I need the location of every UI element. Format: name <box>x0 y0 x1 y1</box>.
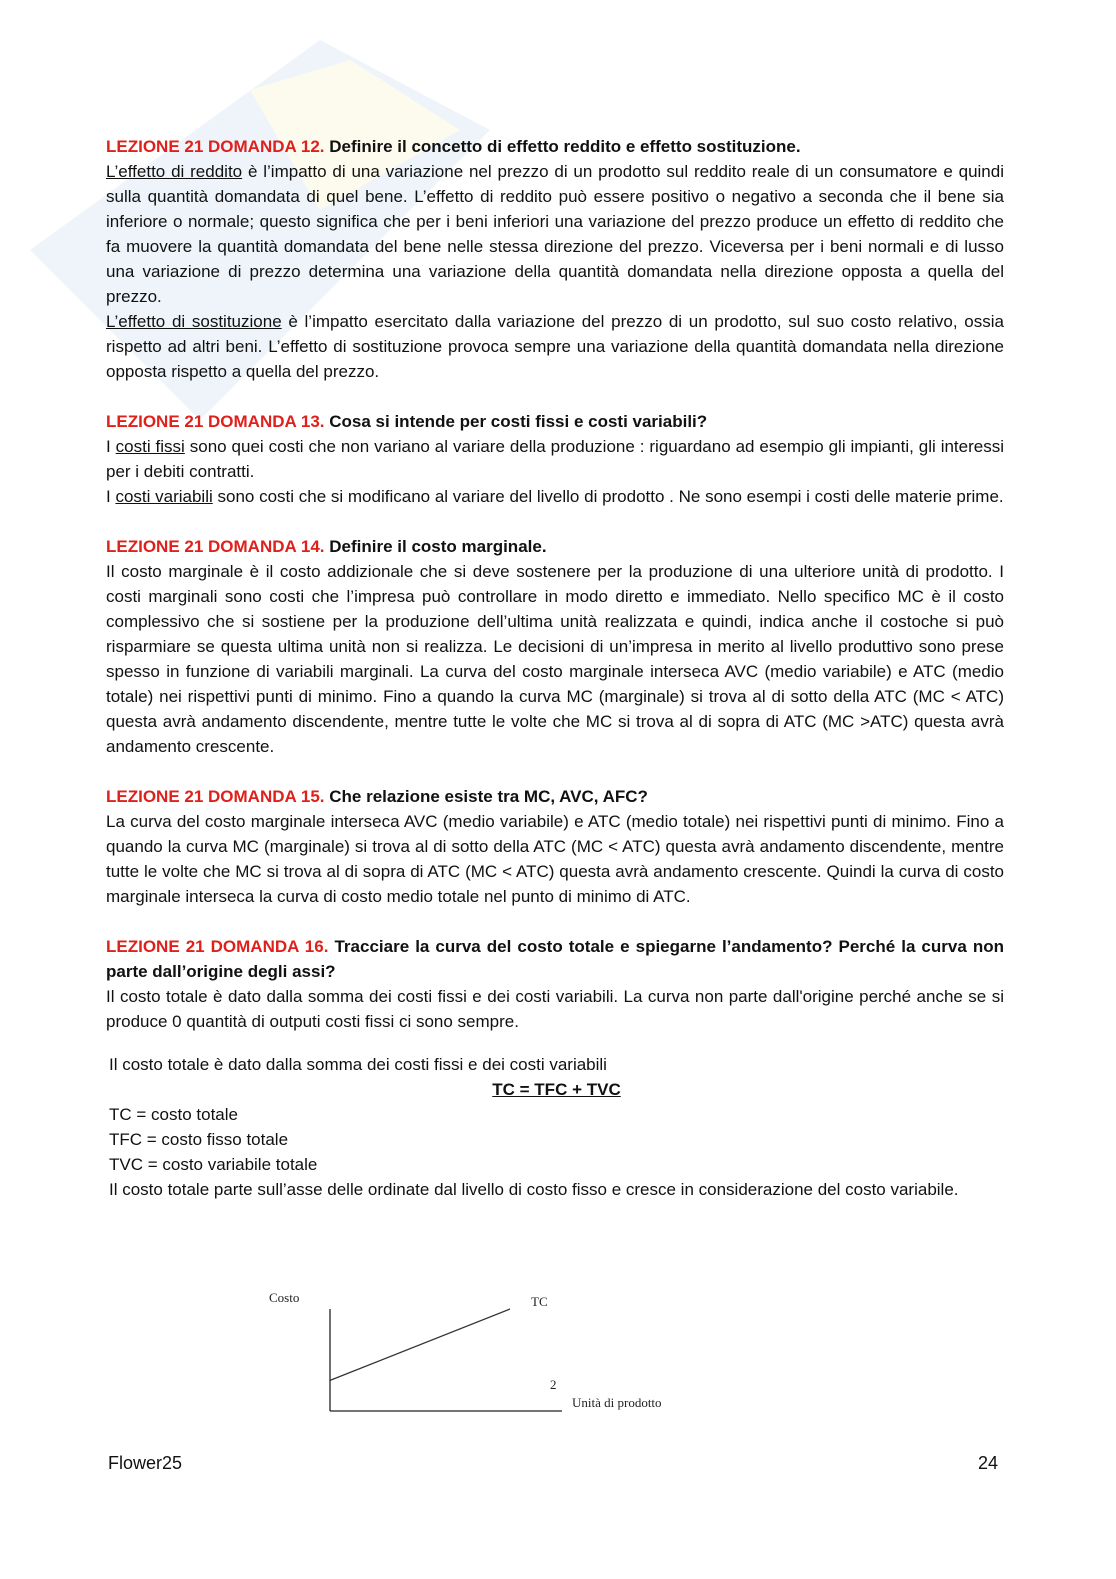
term: costi variabili <box>115 487 213 506</box>
answer-paragraph: La curva del costo marginale interseca AVC (medio variabile) e ATC (medio totale) nei rispettivi punti di minimo. Fino a quando la curva MC (marginale) si trova al di sotto della ATC (MC < ATC) questa avrà andamento discendente, mentre tutte le volte che MC si trova al di sopra di ATC (MC < ATC) questa avrà andamento crescente. Quindi la curva di costo marginale interseca la curva di costo medio totale nel punto di minimo di ATC. <box>106 812 1004 906</box>
question-heading <box>106 134 1004 159</box>
answer-text: sono costi che si modificano al variare del livello di prodotto . Ne sono esempi i costi delle materie prime. <box>212 487 1004 506</box>
question-text: Che relazione esiste tra MC, AVC, AFC? <box>329 787 648 806</box>
question-label: LEZIONE 21 DOMANDA 16. <box>106 937 329 956</box>
answer-paragraph <box>106 309 1004 384</box>
question-15 <box>106 784 1004 909</box>
formula: TC = TFC + TVC <box>492 1080 621 1099</box>
page-number: 24 <box>978 1453 999 1473</box>
answer-paragraph <box>106 159 1004 309</box>
formula-block <box>109 1052 1004 1202</box>
answer-text: è l’impatto di una variazione nel prezzo di un prodotto sul reddito reale di un consumatore e quindi sulla quantità domandata di quel bene. L’effetto di reddito può essere positivo o negativo a seconda che il bene sia inferiore o normale; questo significa che per i beni inferiori una variazione del prezzo produce un effetto di reddito che fa muovere la quantità domandata del bene nelle stessa direzione del prezzo. Viceversa per i beni normali e di lusso una variazione di prezzo determina una variazione della quantità domandata nella direzione opposta a quella del prezzo. <box>106 162 1004 306</box>
question-heading <box>106 784 1004 809</box>
y-axis-label: Costo <box>269 1290 300 1305</box>
question-12 <box>106 134 1004 384</box>
definition: TFC = costo fisso totale <box>109 1130 289 1149</box>
answer-paragraph <box>106 434 1004 484</box>
answer-text: è l’impatto esercitato dalla variazione del prezzo di un prodotto, sul suo costo relativo, ossia rispetto ad altri beni. L’effetto di sostituzione provoca sempre una variazione della quantità domandata nella direzione opposta rispetto a quella del prezzo. <box>106 312 1004 381</box>
definition: TVC = costo variabile totale <box>109 1155 318 1174</box>
annotation-label: 2 <box>550 1377 557 1392</box>
answer-text: sono quei costi che non variano al variare della produzione : riguardano ad esempio gli impianti, gli interessi per i debiti contratti. <box>106 437 1004 481</box>
total-cost-chart <box>250 1285 720 1425</box>
question-text: Tracciare la curva del costo totale e spiegarne l’andamento? Perché la curva non parte dall’origine degli assi? <box>106 937 1004 981</box>
document-body <box>106 134 1004 1202</box>
question-label: LEZIONE 21 DOMANDA 15. <box>106 787 325 806</box>
answer-text: I <box>106 487 116 506</box>
tc-series-label: TC <box>531 1294 548 1309</box>
answer-paragraph: Il costo totale è dato dalla somma dei costi fissi e dei costi variabili. La curva non parte dall'origine perché anche se si produce 0 quantità di outputi costi fissi ci sono sempre. <box>106 987 1004 1031</box>
definition: TC = costo totale <box>109 1105 238 1124</box>
footer-author: Flower25 <box>108 1453 183 1473</box>
question-heading <box>106 534 1004 559</box>
question-label: LEZIONE 21 DOMANDA 14. <box>106 537 325 556</box>
formula-intro: Il costo totale è dato dalla somma dei costi fissi e dei costi variabili <box>109 1055 607 1074</box>
answer-paragraph <box>106 484 1004 509</box>
x-axis-label: Unità di prodotto <box>572 1395 662 1410</box>
term: L’effetto di sostituzione <box>106 312 282 331</box>
answer-paragraph: Il costo marginale è il costo addizionale che si deve sostenere per la produzione di una ulteriore unità di prodotto. I costi marginali sono costi che l’impresa può controllare in modo diretto e immediato. Nello specifico MC è il costo complessivo che si sostiene per la produzione dell’ultima unità realizzata e quindi, indica anche il costoche si può risparmiare se questa ultima unità non si realizza. Le decisioni di un’impresa in merito al livello produttivo sono prese spesso in funzione di variabili marginali. La curva del costo marginale interseca AVC (medio variabile) e ATC (medio totale) nei rispettivi punti di minimo. Fino a quando la curva MC (marginale) si trova al di sotto della ATC (MC < ATC) questa avrà andamento discendente, mentre tutte le volte che MC si trova al di sopra di ATC (MC >ATC) questa avrà andamento crescente. <box>106 562 1004 756</box>
formula-conclusion: Il costo totale parte sull’asse delle ordinate dal livello di costo fisso e cresce in considerazione del costo variabile. <box>109 1180 959 1199</box>
question-13 <box>106 409 1004 509</box>
question-text: Cosa si intende per costi fissi e costi variabili? <box>329 412 708 431</box>
question-text: Definire il costo marginale. <box>329 537 547 556</box>
question-label: LEZIONE 21 DOMANDA 12. <box>106 137 325 156</box>
question-text: Definire il concetto di effetto reddito e effetto sostituzione. <box>329 137 801 156</box>
term: costi fissi <box>115 437 185 456</box>
question-heading <box>106 409 1004 434</box>
tc-series-line <box>330 1309 510 1380</box>
question-16 <box>106 934 1004 1034</box>
term: L’effetto di reddito <box>106 162 243 181</box>
question-heading <box>106 934 1004 984</box>
question-label: LEZIONE 21 DOMANDA 13. <box>106 412 325 431</box>
question-14 <box>106 534 1004 759</box>
answer-text: I <box>106 437 116 456</box>
